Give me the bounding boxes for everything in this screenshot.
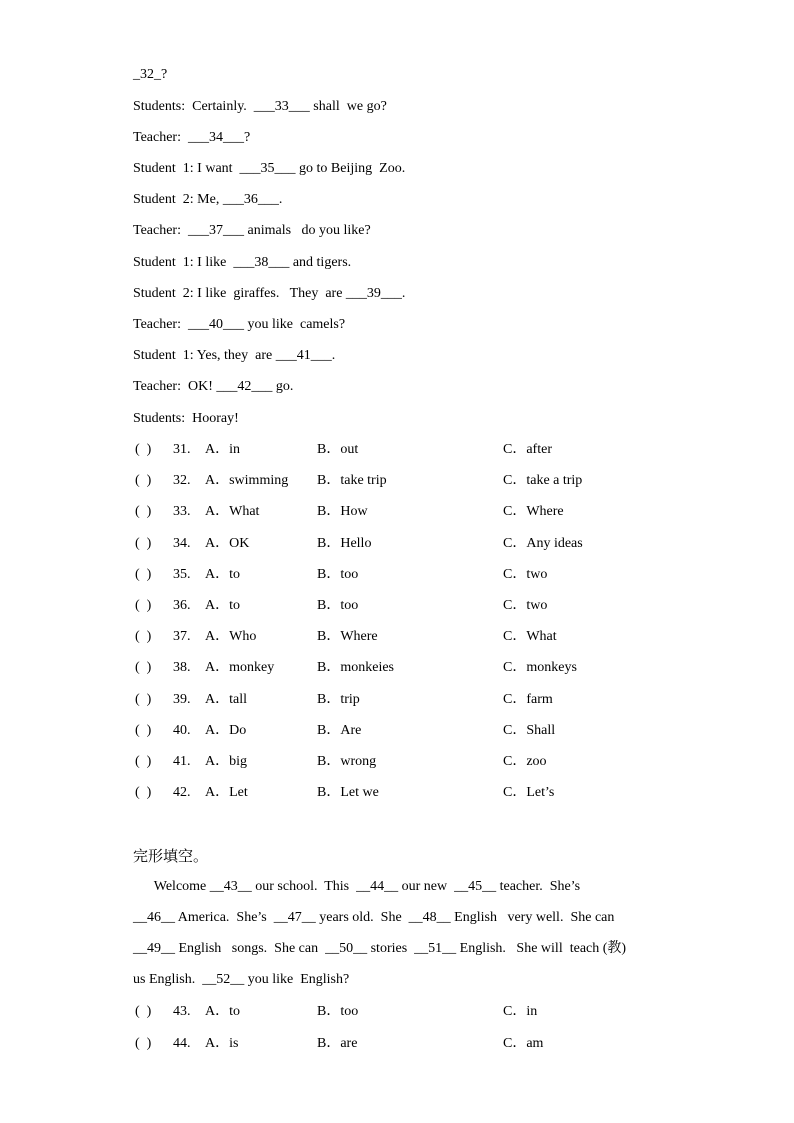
option-a: A．Who bbox=[205, 629, 257, 645]
question-row bbox=[133, 722, 713, 740]
option-b: B．too bbox=[317, 566, 359, 582]
option-b: B．out bbox=[317, 442, 359, 457]
answer-parens: ( ) bbox=[135, 504, 152, 520]
option-a: A．is bbox=[205, 1036, 239, 1051]
question-row bbox=[133, 1035, 713, 1053]
passage-line: __46__ America. She’s __47__ years old. She __48__ English very well. She can bbox=[133, 910, 615, 925]
answer-parens: ( ) bbox=[135, 1004, 152, 1019]
answer-parens: ( ) bbox=[135, 691, 152, 707]
option-a: A．monkey bbox=[205, 660, 275, 676]
dialogue-line: Students: Hooray! bbox=[133, 411, 239, 426]
option-a: A．What bbox=[205, 504, 260, 520]
passage-line: __49__ English songs. She can __50__ stories __51__ English. She will teach (教) bbox=[133, 941, 627, 956]
option-c: C．two bbox=[503, 566, 548, 582]
option-c: C．after bbox=[503, 442, 552, 457]
dialogue-line: _32_? bbox=[133, 67, 168, 82]
option-a: A．tall bbox=[205, 691, 247, 707]
option-a: A．in bbox=[205, 442, 240, 457]
dialogue-line: Student 2: Me, ___36___. bbox=[133, 192, 283, 207]
question-row bbox=[133, 472, 713, 490]
option-b: B．take trip bbox=[317, 473, 387, 489]
question-row bbox=[133, 597, 713, 615]
option-b: B．How bbox=[317, 504, 368, 520]
question-number: 42. bbox=[173, 785, 191, 801]
option-b: B．too bbox=[317, 1004, 359, 1019]
question-row bbox=[133, 753, 713, 771]
question-number: 39. bbox=[173, 691, 191, 707]
question-number: 38. bbox=[173, 660, 191, 676]
question-row bbox=[133, 628, 713, 646]
dialogue-line: Students: Certainly. ___33___ shall we go? bbox=[133, 99, 387, 114]
question-number: 31. bbox=[173, 442, 191, 457]
answer-parens: ( ) bbox=[135, 442, 152, 457]
option-a: A．Let bbox=[205, 785, 248, 801]
question-row bbox=[133, 441, 713, 459]
option-a: A．big bbox=[205, 754, 247, 769]
question-number: 37. bbox=[173, 629, 191, 645]
option-c: C．Let’s bbox=[503, 785, 555, 801]
option-b: B．wrong bbox=[317, 754, 377, 769]
option-b: B．monkeies bbox=[317, 660, 394, 676]
option-b: B．Let we bbox=[317, 785, 379, 801]
option-c: C．farm bbox=[503, 691, 553, 707]
question-number: 40. bbox=[173, 722, 191, 738]
section-title: 完形填空。 bbox=[133, 847, 209, 865]
answer-parens: ( ) bbox=[135, 566, 152, 582]
question-number: 35. bbox=[173, 566, 191, 582]
option-c: C．in bbox=[503, 1004, 538, 1019]
dialogue-line: Teacher: ___40___ you like camels? bbox=[133, 317, 346, 332]
option-b: B．Are bbox=[317, 722, 362, 738]
option-a: A．to bbox=[205, 598, 240, 613]
question-row bbox=[133, 535, 713, 553]
dialogue-line: Student 1: I like ___38___ and tigers. bbox=[133, 255, 352, 270]
option-c: C．am bbox=[503, 1036, 544, 1051]
answer-parens: ( ) bbox=[135, 722, 152, 738]
option-b: B．are bbox=[317, 1036, 358, 1051]
question-number: 43. bbox=[173, 1004, 191, 1019]
option-c: C．What bbox=[503, 629, 557, 645]
option-c: C．monkeys bbox=[503, 660, 577, 676]
option-a: A．to bbox=[205, 566, 240, 582]
question-row bbox=[133, 503, 713, 521]
answer-parens: ( ) bbox=[135, 1036, 152, 1051]
answer-parens: ( ) bbox=[135, 785, 152, 801]
dialogue-line: Student 1: Yes, they are ___41___. bbox=[133, 348, 336, 363]
answer-parens: ( ) bbox=[135, 535, 152, 551]
question-row bbox=[133, 659, 713, 677]
question-number: 41. bbox=[173, 754, 191, 769]
option-a: A．OK bbox=[205, 535, 250, 551]
question-number: 34. bbox=[173, 535, 191, 551]
passage-line: us English. __52__ you like English? bbox=[133, 972, 350, 987]
dialogue-line: Teacher: ___37___ animals do you like? bbox=[133, 223, 371, 238]
passage-line: Welcome __43__ our school. This __44__ our new __45__ teacher. She’s bbox=[133, 879, 581, 894]
answer-parens: ( ) bbox=[135, 660, 152, 676]
option-b: B．too bbox=[317, 598, 359, 613]
option-c: C．Where bbox=[503, 504, 564, 520]
option-c: C．Shall bbox=[503, 722, 556, 738]
option-b: B．Hello bbox=[317, 535, 372, 551]
question-row bbox=[133, 566, 713, 584]
question-number: 36. bbox=[173, 598, 191, 613]
question-row bbox=[133, 1003, 713, 1021]
option-a: A．to bbox=[205, 1004, 240, 1019]
option-a: A．Do bbox=[205, 722, 247, 738]
option-c: C．take a trip bbox=[503, 473, 583, 489]
answer-parens: ( ) bbox=[135, 629, 152, 645]
answer-parens: ( ) bbox=[135, 598, 152, 613]
dialogue-line: Teacher: OK! ___42___ go. bbox=[133, 379, 294, 394]
answer-parens: ( ) bbox=[135, 754, 152, 769]
question-number: 32. bbox=[173, 473, 191, 489]
dialogue-line: Student 2: I like giraffes. They are ___39___. bbox=[133, 286, 406, 301]
question-number: 33. bbox=[173, 504, 191, 520]
option-c: C．two bbox=[503, 598, 548, 613]
option-c: C．Any ideas bbox=[503, 535, 583, 551]
answer-parens: ( ) bbox=[135, 473, 152, 489]
question-row bbox=[133, 691, 713, 709]
question-row bbox=[133, 784, 713, 802]
question-number: 44. bbox=[173, 1036, 191, 1051]
option-b: B．trip bbox=[317, 691, 360, 707]
option-b: B．Where bbox=[317, 629, 378, 645]
dialogue-line: Teacher: ___34___? bbox=[133, 130, 251, 145]
option-a: A．swimming bbox=[205, 473, 289, 489]
option-c: C．zoo bbox=[503, 754, 547, 769]
dialogue-line: Student 1: I want ___35___ go to Beijing Zoo. bbox=[133, 161, 406, 176]
